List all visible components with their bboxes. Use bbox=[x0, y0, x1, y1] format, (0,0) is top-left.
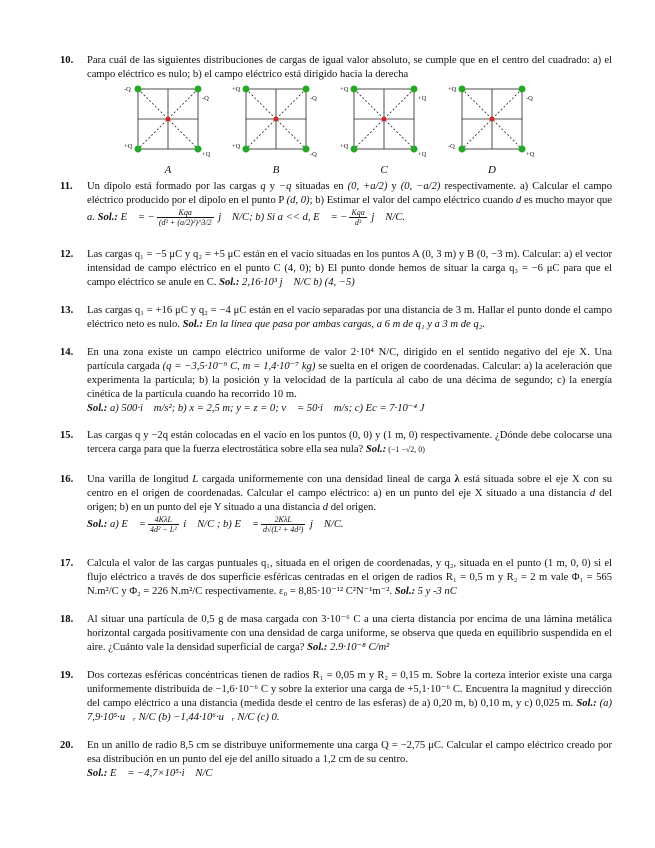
charge-dot bbox=[195, 146, 202, 153]
charge-dot bbox=[411, 86, 418, 93]
text-fragment: Kqa bbox=[157, 208, 214, 218]
figure-label: B bbox=[272, 164, 280, 176]
figure-c bbox=[340, 83, 428, 179]
solution-text: E⃗ = −4,7×10⁵·i⃗ N/C bbox=[107, 768, 213, 779]
charge-label: +Q bbox=[232, 86, 241, 93]
text-fragment: d³ bbox=[354, 218, 362, 227]
text-fragment: d√(L² + 4d²) bbox=[262, 525, 304, 534]
solution-label: Sol.: bbox=[576, 698, 597, 709]
charge-label: +Q bbox=[526, 151, 535, 158]
solution-text bbox=[107, 515, 344, 534]
text-fragment: Al situar una partícula de 0,5 g de masa cargada con 3·10⁻⁶ C a una cierta distancia por encima de una lámina metálica horizontal cargada positivamente con una densidad de carga uniforme, se observa que queda en equilibrio suspendida en el aire. ¿Cuánto vale la densidad superficial de carga? bbox=[87, 614, 612, 653]
charge-dot bbox=[519, 86, 526, 93]
problem-number: 16. bbox=[60, 474, 74, 485]
problem-16 bbox=[60, 473, 612, 534]
charge-label: +Q bbox=[232, 143, 241, 150]
charge-dot bbox=[243, 86, 250, 93]
charge-dot bbox=[519, 146, 526, 153]
text-fragment: respectivamente. a) Calcular el campo eléctrico producido por el dipolo en el punto P bbox=[87, 181, 613, 206]
solution-text: 5 y -3 nC bbox=[415, 586, 457, 597]
text-fragment: (d, 0) bbox=[286, 195, 310, 206]
figure-d bbox=[448, 83, 536, 179]
solution-text: 2,16·10³ j⃗ N/C b) (4, −5) bbox=[239, 277, 355, 288]
solution-label: Sol.: bbox=[219, 277, 240, 288]
text-fragment: Un dipolo está formado por las cargas bbox=[87, 181, 261, 192]
solution-text: En la línea que pasa por ambas cargas, a 6 m de q₁ y a 3 m de q₂. bbox=[202, 319, 486, 330]
problem-number: 20. bbox=[60, 740, 74, 751]
text-fragment: 2KλL bbox=[261, 515, 305, 525]
center-point bbox=[166, 117, 171, 122]
text-fragment: −q bbox=[278, 181, 292, 192]
problem-text bbox=[87, 613, 612, 655]
problem-number: 14. bbox=[60, 347, 74, 358]
problem-19 bbox=[60, 669, 612, 725]
square-diagram bbox=[340, 83, 428, 163]
problem-text bbox=[87, 180, 612, 227]
problem-text bbox=[87, 429, 612, 457]
charge-dot bbox=[303, 86, 310, 93]
charge-dot bbox=[351, 146, 358, 153]
problem-13 bbox=[60, 304, 612, 332]
solution-text: a) 500·i⃗ m/s²; b) x = 2,5 m; y = z = 0; v⃗ = 50·i⃗ m/s; c) Ec = 7·10⁻⁴ J bbox=[107, 403, 425, 414]
solution-label: Sol.: bbox=[182, 319, 203, 330]
text-fragment: del origen; b) en un punto del eje Y situado a una distancia bbox=[87, 488, 613, 513]
charge-label: -Q bbox=[448, 143, 455, 150]
solution-label: Sol.: bbox=[87, 768, 108, 779]
square-diagram bbox=[448, 83, 536, 163]
charge-dot bbox=[195, 86, 202, 93]
text-fragment: L bbox=[192, 474, 199, 485]
charge-dot bbox=[351, 86, 358, 93]
text-fragment: d bbox=[516, 195, 522, 206]
solution-label: Sol.: bbox=[365, 444, 387, 455]
text-fragment: (d² + (a/2)²)^3/2 bbox=[158, 218, 212, 227]
problem-10 bbox=[60, 54, 612, 82]
charge-label: +Q bbox=[124, 143, 133, 150]
charge-dot bbox=[243, 146, 250, 153]
text-fragment: Kqa bbox=[351, 208, 365, 217]
charge-dot bbox=[135, 146, 142, 153]
problem-11 bbox=[60, 180, 612, 227]
text-fragment: E⃗ = − bbox=[120, 211, 155, 223]
solution-text bbox=[120, 208, 405, 227]
text-fragment: a) E⃗ = bbox=[107, 518, 146, 530]
text-fragment: situadas en bbox=[291, 181, 348, 192]
text-fragment: j⃗ N/C. bbox=[307, 518, 344, 530]
figure-a bbox=[124, 83, 212, 179]
charge-label: -Q bbox=[526, 95, 533, 102]
text-fragment: 4d² − L² bbox=[149, 525, 177, 534]
text-fragment: En una zona existe un campo eléctrico uniforme de valor 2·10⁴ N/C, dirigido en el sentido negativo del eje X. Una partícula cargada bbox=[87, 347, 612, 372]
charge-dot bbox=[411, 146, 418, 153]
text-fragment: j⃗ N/C; b) Si a << d, E⃗ = − bbox=[215, 211, 348, 223]
problem-text bbox=[87, 304, 612, 332]
text-fragment: Calcula el valor de las cargas puntuales q₁, situada en el origen de coordenadas, y q₂, situada en el punto (1 m, 0, 0) si el flujo eléctrico a través de dos superficie esféricas centradas en el origen de radios R₁ = 0,5 m y R₂ = 2 m vale Φ₁ = 565 N.m²/C y Φ₂ = 226 N.m²/C respectivamente. ε₀ = 8,85·10⁻¹² C²N⁻¹m⁻². bbox=[87, 558, 612, 597]
problem-number: 13. bbox=[60, 305, 74, 316]
problem-text bbox=[87, 346, 612, 416]
text-fragment: ; b) Estimar el valor del campo eléctrico cuando bbox=[309, 195, 516, 206]
text-fragment: λ bbox=[454, 474, 460, 485]
square-diagram bbox=[232, 83, 320, 163]
solution-text: (−1 −√2, 0) bbox=[386, 445, 425, 454]
figure-label: C bbox=[380, 164, 388, 176]
center-point bbox=[490, 117, 495, 122]
text-fragment: d bbox=[322, 502, 329, 513]
problem-number: 15. bbox=[60, 430, 74, 441]
solution-label: Sol.: bbox=[87, 518, 108, 530]
figure-label: A bbox=[164, 164, 172, 176]
problem-number: 19. bbox=[60, 670, 74, 681]
problem-number: 10. bbox=[60, 55, 74, 66]
charge-configurations bbox=[124, 83, 534, 179]
charge-dot bbox=[303, 146, 310, 153]
charge-label: +Q bbox=[340, 143, 349, 150]
text-fragment: (0, −a/2) bbox=[400, 181, 441, 192]
problem-17 bbox=[60, 557, 612, 599]
text-fragment: Las cargas q₁ = +16 μC y q₂ = −4 μC están en el vacío separadas por una distancia de 3 m. Hallar el punto donde el campo eléctrico neto es nulo. bbox=[87, 305, 612, 330]
problem-number: 18. bbox=[60, 614, 74, 625]
charge-label: +Q bbox=[418, 95, 427, 102]
solution-label: Sol.: bbox=[394, 586, 416, 597]
figure-label: D bbox=[488, 164, 496, 176]
solution-text: (a) 7,9·10⁵·u⃗ᵣ N/C (b) −1,44·10⁶·u⃗ᵣ N/C (c) 0. bbox=[87, 698, 612, 723]
solution-label: Sol.: bbox=[97, 211, 118, 223]
problem-20 bbox=[60, 739, 612, 781]
problem-text: Para cuál de las siguientes distribuciones de cargas de igual valor absoluto, se cumple que en el centro del cuadrado: a) el campo eléctrico es nulo; b) el campo eléctrico está dirigido hacia la derecha bbox=[87, 55, 612, 80]
charge-dot bbox=[459, 86, 466, 93]
text-fragment: (0, +a/2) bbox=[347, 181, 388, 192]
text-fragment: y bbox=[387, 181, 401, 192]
center-point bbox=[274, 117, 279, 122]
charge-label: +Q bbox=[448, 86, 457, 93]
charge-label: -Q bbox=[202, 95, 209, 102]
charge-label: -Q bbox=[310, 95, 317, 102]
text-fragment: a bbox=[87, 211, 93, 223]
figure-b bbox=[232, 83, 320, 179]
square-diagram bbox=[124, 83, 212, 163]
text-fragment: y bbox=[265, 181, 279, 192]
text-fragment: q bbox=[260, 181, 266, 192]
charge-label: +Q bbox=[340, 86, 349, 93]
charge-dot bbox=[135, 86, 142, 93]
text-fragment: Dos cortezas esféricas concéntricas tienen de radios R₁ = 0,05 m y R₂ = 0,15 m. Sobre la corteza interior existe una carga uniformemente distribuida de −1,6·10⁻⁶ C y sobre la exterior una carga de +5,1·10⁻⁶ C. Encuentra la magnitud y dirección del campo eléctrico a una distancia (medida desde el centro de las esferas) de a) 0,20 m, b) 0,10 m, y c) 0,025 m. bbox=[87, 670, 612, 709]
text-fragment: está situada sobre el eje X con su centro en el origen de coordenadas. Calcular el campo eléctrico: a) en un punto del eje X situado a una distancia bbox=[87, 474, 612, 499]
charge-label: +Q bbox=[202, 151, 211, 158]
solution-text: 2.9·10⁻⁸ C/m² bbox=[327, 642, 390, 653]
charge-label: +Q bbox=[418, 151, 427, 158]
problem-text bbox=[87, 473, 612, 534]
text-fragment: 4KλL bbox=[148, 515, 179, 525]
center-point bbox=[382, 117, 387, 122]
text-fragment: i⃗ N/C ; b) E⃗ = bbox=[180, 518, 259, 530]
problem-number: 12. bbox=[60, 249, 74, 260]
charge-label: -Q bbox=[310, 151, 317, 158]
problem-text bbox=[87, 557, 612, 599]
text-fragment: Las cargas q₁ = −5 μC y q₂ = +5 μC están en el vacío situadas en los puntos A (0, 3 m) y B (0, −3 m). Calcular: a) el vector intensidad de campo eléctrico en el punto C (4, 0); b) El punto donde hemos de situar la carga q₃ = −6 μC para que el campo eléctrico se anule en C. bbox=[87, 249, 612, 288]
text-fragment: cargada uniformemente con una densidad lineal de carga bbox=[198, 474, 455, 485]
problem-text bbox=[87, 248, 612, 290]
problem-number: 11. bbox=[60, 181, 73, 192]
text-fragment: . bbox=[92, 211, 98, 223]
text-fragment: En un anillo de radio 8,5 cm se distribuye uniformemente una carga Q = −2,75 μC. Calcular el campo eléctrico creado por esa distribución en un punto del eje del anillo situado a 1,2 cm de su centro. bbox=[87, 740, 612, 765]
text-fragment: j⃗ N/C. bbox=[368, 211, 405, 223]
problem-14 bbox=[60, 346, 612, 416]
solution-label: Sol.: bbox=[87, 403, 108, 414]
problem-text bbox=[87, 739, 612, 781]
charge-dot bbox=[459, 146, 466, 153]
solution-label: Sol.: bbox=[307, 642, 328, 653]
text-fragment: d bbox=[589, 488, 596, 499]
problem-text bbox=[87, 669, 612, 725]
problem-12 bbox=[60, 248, 612, 290]
text-fragment: es mucho mayor que bbox=[521, 195, 613, 206]
text-fragment: del origen. bbox=[328, 502, 376, 513]
text-fragment: Las cargas q y −2q están colocadas en el vacío en los puntos (0, 0) y (1 m, 0) respectivamente. ¿Dónde debe colocarse una tercera carga para que la fuerza electrostática sobre ella sea nula? bbox=[87, 430, 612, 455]
problem-18 bbox=[60, 613, 612, 655]
problem-number: 17. bbox=[60, 558, 74, 569]
charge-label: -Q bbox=[124, 86, 131, 93]
problem-15 bbox=[60, 429, 612, 457]
text-fragment: (q = −3,5·10⁻⁹ C, m = 1,4·10⁻⁷ kg) bbox=[162, 361, 316, 372]
text-fragment: Una varilla de longitud bbox=[87, 474, 193, 485]
text-fragment: se suelta en el origen de coordenadas. Calcular: a) la aceleración que experimenta la partícula; b) la posición y la velocidad de la partícula al cabo de una décima de segundo; c) la energía cinética de la partícula cuando ha recorrido 10 m. bbox=[87, 361, 612, 400]
